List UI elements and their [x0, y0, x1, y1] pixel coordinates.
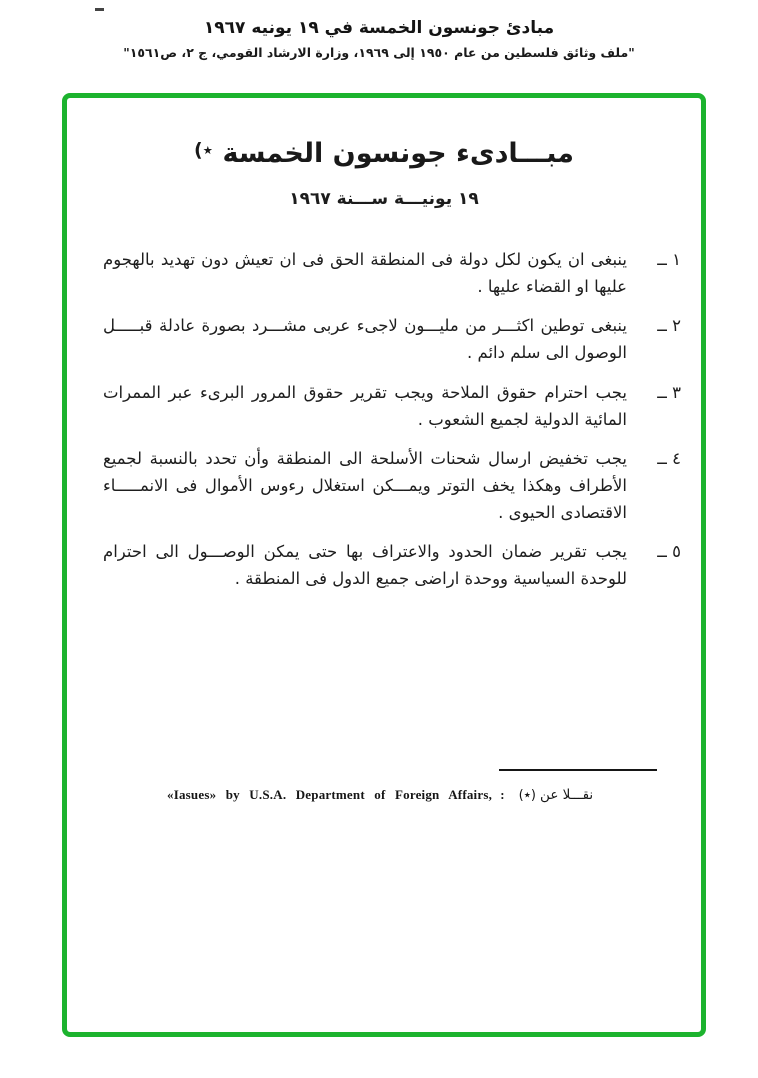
footnote-source-arabic: نقـــلا عن [540, 786, 594, 803]
item-text: يجب تقرير ضمان الحدود والاعتراف بها حتى يمكن الوصـــول الى احترام للوحدة السياسية ووحدة اراضى جميع الدول فى المنطقة . [103, 542, 627, 589]
document-frame [62, 93, 706, 1037]
item-number: ١ ــ [657, 250, 681, 269]
list-item [103, 380, 681, 433]
footnote-divider [499, 769, 657, 771]
scan-artifact [95, 8, 104, 11]
header-title: مبادئ جونسون الخمسة في ١٩ يونيه ١٩٦٧ [203, 18, 555, 38]
list-item [103, 247, 681, 300]
footnote-asterisk-mark: (٭) [518, 787, 536, 803]
list-item [103, 313, 681, 366]
item-text: ينبغى ان يكون لكل دولة فى المنطقة الحق فى ان تعيش دون تهديد بالهجوم عليها او القضاء عليها . [103, 250, 627, 296]
footnote-colon: : [500, 786, 505, 802]
page-header [0, 18, 758, 60]
item-text: يجب احترام حقوق الملاحة ويجب تقرير حقوق المرور البرىء عبر الممرات المائية الدولية لجميع الشعوب . [103, 382, 627, 429]
header-source-citation: "ملف وثائق فلسطين من عام ١٩٥٠ إلى ١٩٦٩، وزارة الارشاد القومي، ج ٢، ص١٥٦١" [123, 45, 635, 60]
footnote [167, 787, 675, 803]
document-title [67, 138, 701, 169]
item-number: ٥ ــ [657, 542, 681, 562]
item-text: ينبغى توطين اكثـــر من مليـــون لاجىء عربى مشـــرد بصورة عادلة قبـــــل الوصول الى سلم دائم . [103, 316, 627, 363]
principles-list [103, 247, 681, 593]
document-title-text: مبـــادىء جونسون الخمسة [222, 138, 574, 169]
item-number: ٤ ــ [657, 449, 681, 469]
item-number: ٢ ــ [657, 316, 681, 336]
document-date: ١٩ يونيـــة ســـنة ١٩٦٧ [289, 189, 479, 209]
item-number: ٣ ــ [657, 382, 681, 402]
footnote-reference-mark: (٭ [194, 139, 214, 161]
list-item [103, 539, 681, 592]
list-item [103, 446, 681, 526]
footnote-source-english: «Iasues» by U.S.A. Department of Foreign Affairs, [167, 786, 493, 802]
item-text: يجب تخفيض ارسال شحنات الأسلحة الى المنطقة وأن تحدد بالنسبة لجميع الأطراف وهكذا يخف التوتر ويمـــكن استغلال رءوس الأموال فى الانمـــــاء الاقتصادى الحيوى . [103, 449, 627, 522]
